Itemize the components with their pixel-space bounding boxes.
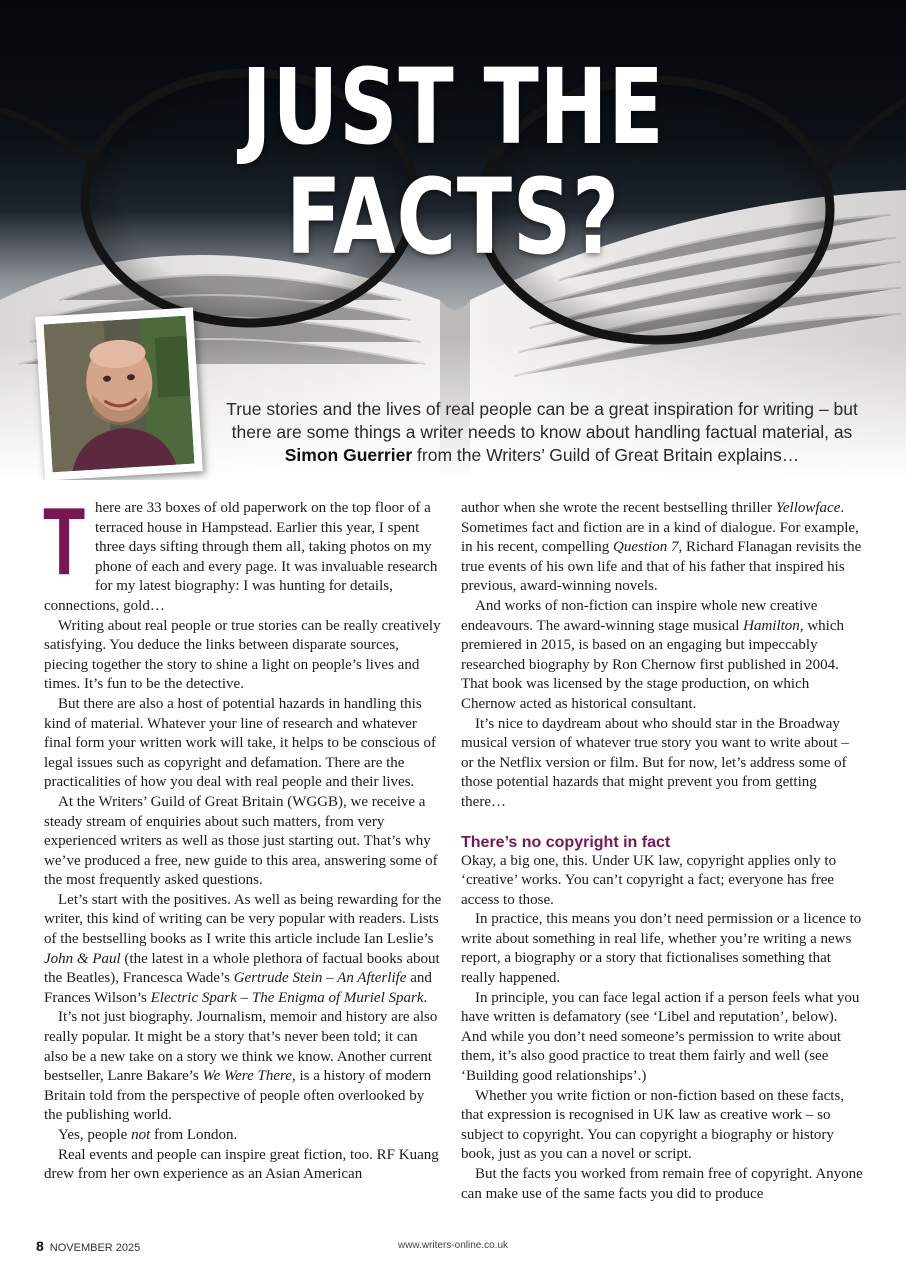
article-column-left <box>43 488 442 1185</box>
website-url: www.writers-online.co.uk <box>397 1240 509 1251</box>
article-paragraph: But the facts you worked from remain free of copyright. Anyone can make use of the same facts you did to produce <box>461 1166 863 1202</box>
article-paragraph: But there are also a host of potential hazards in handling this kind of material. Whatever your line of research and whatever final form your written work will take, it helps to be conscious of legal issues such as copyright and defamation. There are the practicalities of how you deal with real people and their lives. <box>44 695 436 791</box>
article-paragraph: In practice, this means you don’t need permission or a licence to write about something in real life, whether you’re writing a news report, a biography or a story that fictionalises something that really happened. <box>461 911 862 987</box>
article-paragraph: Yes, people not from London. <box>58 1127 238 1143</box>
book-title: Electric Spark – The Enigma of Muriel Spark <box>150 989 424 1006</box>
standfirst <box>214 398 870 467</box>
article-paragraph: author when she wrote the recent bestselling thriller Yellowface. Sometimes fact and fiction are in a kind of dialogue. For example, in his recent, compelling Question 7, Richard Flanagan revisits the true events of his own life and that of his father that inspired his previous, award-winning novels. <box>461 500 862 595</box>
article-paragraph: And works of non-fiction can inspire whole new creative endeavours. The award-winning stage musical Hamilton, which premiered in 2015, is based on an engaging but impeccably researched biography by Ron Chernow first published in 2004. That book was licensed by the stage production, on which Chernow acted as historical consultant. <box>461 597 844 712</box>
article-paragraph: Whether you write fiction or non-fiction based on these facts, that expression is recognised in UK law as creative work – so subject to copyright. You can copyright a biography or history book, just as you can a novel or script. <box>461 1087 845 1163</box>
article-paragraph: There are 33 boxes of old paperwork on the top floor of a terraced house in Hampstead. Earlier this year, I spent three days sifting through them all, taking photos on my phone of each and every page. It was invaluable research for my latest biography: I was hunting for details, connections, gold… <box>43 488 438 614</box>
page-number: 8 <box>36 1238 44 1254</box>
article-paragraph: It’s nice to daydream about who should star in the Broadway musical version of whatever true story you want to write about – or the Netflix version or film. But for now, let’s address some of those potential hazards that might prevent you from getting there… <box>461 715 849 810</box>
hero-image <box>0 0 906 480</box>
article-paragraph: At the Writers’ Guild of Great Britain (WGGB), we receive a steady stream of enquiries about such matters, from very experienced writers as well as those just starting out. That’s why we’ve produced a free, new guide to this area, answering some of the most frequently asked questions. <box>44 793 438 889</box>
author-photo <box>35 307 203 480</box>
book-title: Question 7 <box>613 539 679 556</box>
show-title: Hamilton <box>743 617 800 634</box>
book-title: John & Paul <box>44 950 121 967</box>
article-paragraph: Writing about real people or true stories can be really creatively satisfying. You deduce the links between disparate sources, piecing together the story to shine a light on people’s lives and times. It’s fun to be the detective. <box>44 617 441 693</box>
standfirst-text: True stories and the lives of real people can be a great inspiration for writing – but there are some things a writer needs to know about handling factual material, as <box>226 399 858 442</box>
emphasis: not <box>131 1127 151 1143</box>
issue-date: NOVEMBER 2025 <box>49 1242 141 1254</box>
book-title: We Were There <box>202 1068 292 1085</box>
book-title: Gertrude Stein – An Afterlife <box>233 970 407 987</box>
standfirst-text-end: from the Writers’ Guild of Great Britain explains… <box>412 445 800 465</box>
section-heading: There’s no copyright in fact <box>461 833 671 851</box>
author-portrait-image <box>44 316 195 472</box>
article-paragraph: Okay, a big one, this. Under UK law, copyright applies only to ‘creative’ works. You can’t copyright a fact; everyone has free access to those. <box>461 852 837 908</box>
book-title: Yellowface <box>775 500 841 516</box>
drop-cap: T <box>43 488 86 595</box>
article-paragraph: Let’s start with the positives. As well as being rewarding for the writer, this kind of writing can be very popular with readers. Lists of the bestselling books as I write this article include Ian Leslie’s John & Paul (the latest in a whole plethora of factual books about the Beatles), Francesca Wade’s Gertrude Stein – An Afterlife and Frances Wilson’s Electric Spark – The Enigma of Muriel Spark. <box>44 891 442 1006</box>
page-title: JUST THE FACTS? <box>241 46 665 278</box>
author-name: Simon Guerrier <box>284 445 413 465</box>
article-paragraph: Real events and people can inspire great fiction, too. RF Kuang drew from her own experience as an Asian American <box>44 1146 439 1183</box>
article-paragraph: In principle, you can face legal action if a person feels what you have written is defamatory (see ‘Libel and reputation’, below). And while you don’t need someone’s permission to write about them, it’s also good practice to treat them fairly and well (see ‘Building good relationships’.) <box>461 989 860 1085</box>
article-column-right <box>461 499 865 1204</box>
article-paragraph: It’s not just biography. Journalism, memoir and history are also really popular. It might be a story that’s never been told; it can also be a new take on a story we think we know. Another current bestseller, Lanre Bakare’s We Were There, is a history of modern Britain told from the perspective of people often overlooked by the publishing world. <box>44 1009 438 1124</box>
